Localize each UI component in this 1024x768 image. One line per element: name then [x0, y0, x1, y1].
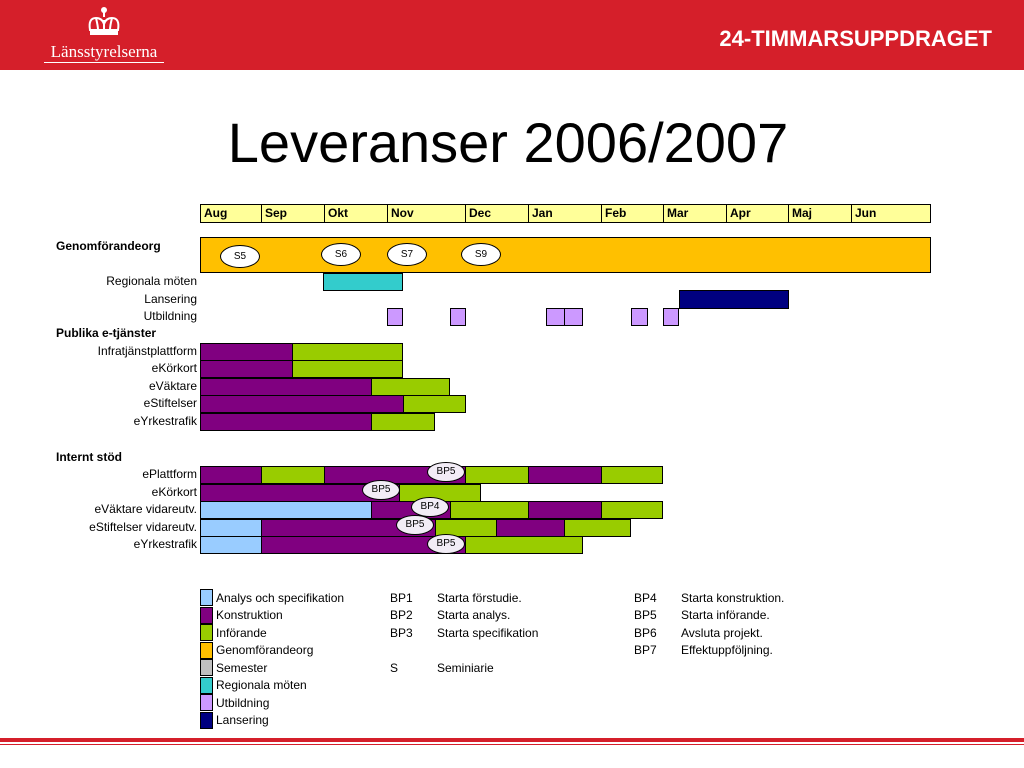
legend-code-text: Starta specifikation [437, 626, 539, 640]
lansering-bar [679, 290, 789, 309]
legend-code: BP5 [634, 608, 657, 622]
inforande-bar [292, 360, 403, 378]
header-title: 24-TIMMARSUPPDRAGET [719, 26, 992, 51]
legend-swatch-lansering [200, 712, 213, 729]
bp5-marker: BP5 [396, 515, 434, 535]
legend-code-text: Avsluta projekt. [681, 626, 763, 640]
inforande-bar [261, 466, 325, 484]
bp5-marker: BP5 [427, 534, 465, 554]
legend-code-text: Starta förstudie. [437, 591, 522, 605]
row-label-ekorkort-internt: eKörkort [151, 485, 197, 499]
legend-label: Konstruktion [216, 608, 283, 622]
legend-swatch-semester [200, 659, 213, 676]
konstruktion-bar [200, 466, 262, 484]
genomforandeorg-bar [200, 237, 931, 273]
konstruktion-bar [496, 519, 565, 537]
legend-code-text: Starta analys. [437, 608, 511, 622]
inforande-bar [465, 536, 583, 554]
legend-label: Analys och specifikation [216, 591, 345, 605]
page-title: Leveranser 2006/2007 [227, 111, 789, 174]
legend-swatch-analys [200, 589, 213, 606]
bp4-marker: BP4 [411, 497, 449, 517]
legend-code: BP1 [390, 591, 413, 605]
legend-label: Införande [216, 626, 267, 640]
legend-swatch-utbildning [200, 694, 213, 711]
legend-label: Regionala möten [216, 678, 307, 692]
group-internt: Internt stöd [56, 450, 122, 464]
logo-underline [44, 62, 164, 63]
month-jan: Jan [528, 204, 602, 223]
month-okt: Okt [324, 204, 388, 223]
utbildning-block [387, 308, 403, 326]
group-publika: Publika e-tjänster [56, 326, 157, 340]
konstruktion-bar [200, 360, 293, 378]
konstruktion-bar [200, 413, 372, 431]
legend-code: BP4 [634, 591, 657, 605]
row-label-eyrkestrafik: eYrkestrafik [133, 414, 197, 428]
seminar-s9: S9 [461, 243, 501, 266]
analys-bar [200, 501, 372, 519]
lansstyrelserna-logo [38, 6, 170, 66]
footer-rule-thin [0, 744, 1024, 745]
row-label-eyrkestrafik-internt: eYrkestrafik [133, 537, 197, 551]
seminar-s7: S7 [387, 243, 427, 266]
month-apr: Apr [726, 204, 789, 223]
legend-label: Lansering [216, 713, 269, 727]
row-label-evaktare-vidareutv: eVäktare vidareutv. [94, 502, 197, 516]
utbildning-block [663, 308, 679, 326]
seminar-s5: S5 [220, 245, 260, 268]
month-mar: Mar [663, 204, 727, 223]
inforande-bar [601, 466, 663, 484]
legend-code: BP2 [390, 608, 413, 622]
regionala-moten-bar [323, 273, 403, 291]
inforande-bar [564, 519, 631, 537]
konstruktion-bar [528, 501, 602, 519]
legend-code-text: Seminiarie [437, 661, 494, 675]
inforande-bar [292, 343, 403, 361]
crown-icon [84, 6, 124, 40]
bp5-marker: BP5 [427, 462, 465, 482]
utbildning-block [546, 308, 565, 326]
row-label-regionala: Regionala möten [106, 274, 197, 288]
legend-code-text: Starta konstruktion. [681, 591, 785, 605]
legend-code-text: Effektuppföljning. [681, 643, 773, 657]
legend-swatch-genomforandeorg [200, 642, 213, 659]
inforande-bar [403, 395, 466, 413]
legend-code: BP7 [634, 643, 657, 657]
month-feb: Feb [601, 204, 664, 223]
legend-code: BP6 [634, 626, 657, 640]
logo-text: Länsstyrelserna [50, 42, 158, 61]
konstruktion-bar [200, 343, 293, 361]
legend-code: BP3 [390, 626, 413, 640]
legend-label: Semester [216, 661, 268, 675]
row-label-infratjanstplattform: Infratjänstplattform [97, 344, 197, 358]
legend-label: Genomförandeorg [216, 643, 314, 657]
month-nov: Nov [387, 204, 466, 223]
legend-label: Utbildning [216, 696, 270, 710]
legend-swatch-regionala [200, 677, 213, 694]
konstruktion-bar [528, 466, 602, 484]
inforande-bar [465, 466, 529, 484]
row-label-estiftelser: eStiftelser [143, 396, 197, 410]
month-aug: Aug [200, 204, 262, 223]
inforande-bar [450, 501, 529, 519]
analys-bar [200, 536, 262, 554]
month-dec: Dec [465, 204, 529, 223]
row-label-evaktare: eVäktare [148, 379, 197, 393]
row-label-lansering: Lansering [144, 292, 197, 306]
month-maj: Maj [788, 204, 852, 223]
utbildning-block [631, 308, 648, 326]
month-jun: Jun [851, 204, 931, 223]
bp5-marker: BP5 [362, 480, 400, 500]
row-label-eplattform: ePlattform [142, 467, 197, 481]
konstruktion-bar [200, 378, 372, 396]
legend-code: S [390, 661, 399, 675]
legend-code-text: Starta införande. [681, 608, 770, 622]
analys-bar [200, 519, 262, 537]
konstruktion-bar [200, 395, 404, 413]
legend-swatch-konstruktion [200, 607, 213, 624]
month-sep: Sep [261, 204, 325, 223]
legend-swatch-inforande [200, 624, 213, 641]
row-label-ekorkort: eKörkort [151, 361, 197, 375]
inforande-bar [371, 378, 450, 396]
header-bar [0, 0, 1024, 70]
footer-rule [0, 738, 1024, 742]
row-label-utbildning: Utbildning [143, 309, 197, 323]
utbildning-block [564, 308, 583, 326]
utbildning-block [450, 308, 466, 326]
inforande-bar [371, 413, 435, 431]
seminar-s6: S6 [321, 243, 361, 266]
row-label-estiftelser-vidareutv: eStiftelser vidareutv. [89, 520, 197, 534]
inforande-bar [601, 501, 663, 519]
group-genomforandeorg: Genomförandeorg [56, 239, 161, 253]
